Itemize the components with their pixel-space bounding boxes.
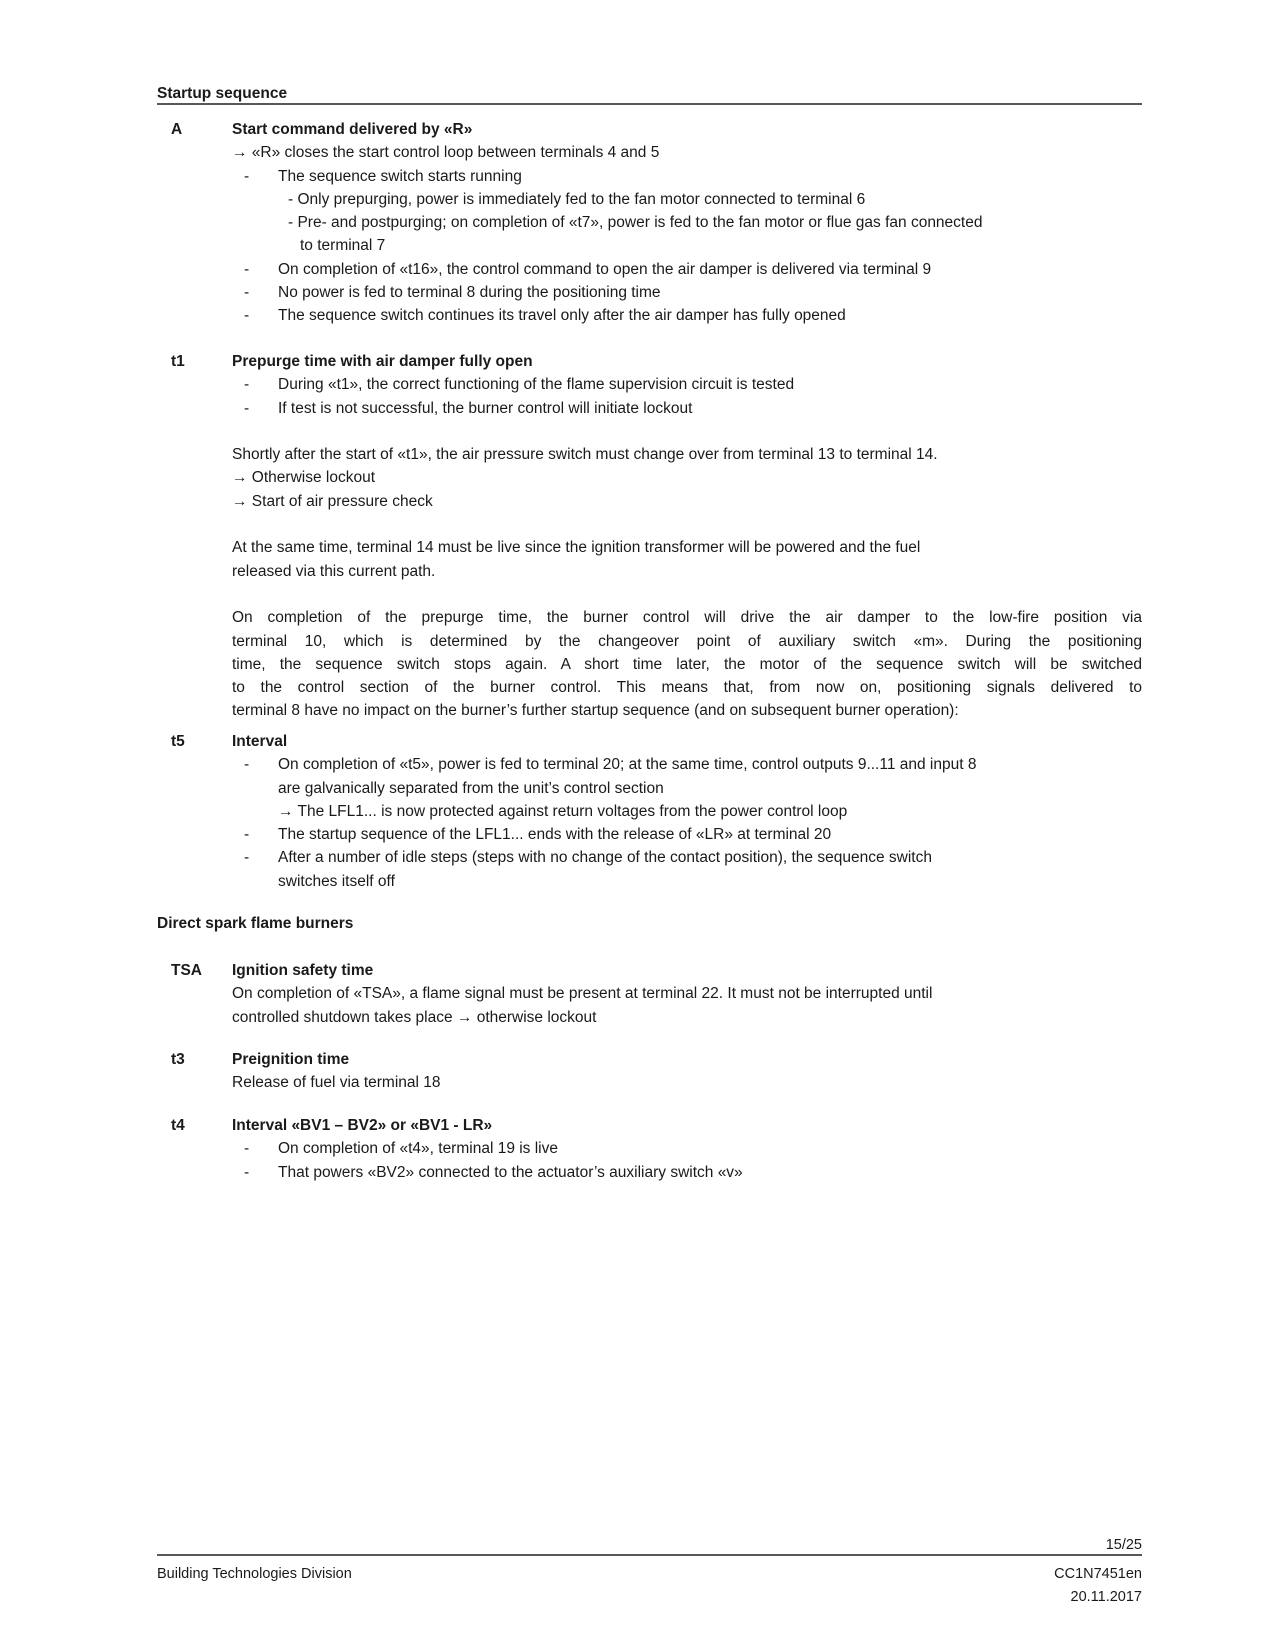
doc-line-bullet: [232, 373, 1142, 396]
section-body: [232, 118, 1142, 328]
doc-line-jline: terminal 10, which is determined by the changeover point of auxiliary switch «m». During the positioning: [232, 632, 1142, 650]
doc-line-bullet: [232, 846, 1142, 869]
bullet-text: On completion of «t4», terminal 19 is live: [278, 1140, 558, 1158]
bullet-dash-icon: -: [244, 260, 250, 278]
doc-line-heading: Preignition time: [232, 1051, 350, 1068]
bullet-text: The sequence switch continues its travel only after the air damper has fully opened: [278, 307, 846, 325]
section-label: t5: [171, 733, 185, 750]
doc-line-arrow: → «R» closes the start control loop between terminals 4 and 5: [232, 144, 660, 162]
bullet-dash-icon: -: [244, 167, 250, 185]
footer-doc-id: CC1N7451en: [1054, 1566, 1142, 1582]
bullet-dash-icon: -: [244, 307, 250, 325]
doc-line-heading: Ignition safety time: [232, 962, 374, 979]
bullet-dash-icon: -: [244, 376, 250, 394]
header-divider: [157, 103, 1142, 105]
bullet-text: After a number of idle steps (steps with no change of the contact position), the sequence switch: [278, 849, 932, 867]
bullet-text: No power is fed to terminal 8 during the positioning time: [278, 284, 661, 302]
doc-line-plain: At the same time, terminal 14 must be live since the ignition transformer will be powered and the fuel: [232, 539, 921, 557]
bullet-dash-icon: -: [244, 399, 250, 417]
doc-line-heading: Interval: [232, 733, 288, 750]
doc-line-subarrow: → The LFL1... is now protected against return voltages from the power control loop: [278, 802, 848, 820]
doc-line-cont: switches itself off: [278, 872, 395, 890]
footer-date: 20.11.2017: [1070, 1588, 1142, 1605]
doc-line-heading: Interval «BV1 – BV2» or «BV1 - LR»: [232, 1117, 493, 1134]
doc-line-bullet: [232, 753, 1142, 776]
doc-line-jline: On completion of the prepurge time, the burner control will drive the air damper to the low-fire position via: [232, 609, 1142, 627]
page-number: 15/25: [1105, 1537, 1142, 1553]
doc-line-bullet: [232, 1137, 1142, 1160]
doc-line-cont: are galvanically separated from the unit’s control section: [278, 779, 664, 797]
doc-line-jline: time, the sequence switch stops again. A short time later, the motor of the sequence switch will be switched: [232, 655, 1142, 673]
bullet-dash-icon: -: [244, 1163, 250, 1181]
bullet-text: The startup sequence of the LFL1... ends with the release of «LR» at terminal 20: [278, 826, 832, 844]
footer-division: Building Technologies Division: [157, 1566, 352, 1582]
section-label: t4: [171, 1117, 185, 1134]
doc-line-plain: released via this current path.: [232, 562, 436, 580]
bullet-dash-icon: -: [244, 756, 250, 774]
doc-line-gap: [232, 583, 1142, 606]
doc-line-arrow: → Start of air pressure check: [232, 492, 433, 510]
doc-line-arrow: → Otherwise lockout: [232, 469, 375, 487]
doc-line-bullet: [232, 823, 1142, 846]
bullet-text: If test is not successful, the burner control will initiate lockout: [278, 399, 693, 417]
section-body: [232, 959, 1142, 1029]
section-label: A: [171, 121, 183, 138]
section-label: TSA: [171, 962, 202, 979]
section-body: [232, 730, 1142, 893]
doc-line-plain: Release of fuel via terminal 18: [232, 1074, 441, 1092]
doc-line-plain: On completion of «TSA», a flame signal must be present at terminal 22. It must not be interrupted until: [232, 985, 933, 1003]
doc-line-gap: [232, 420, 1142, 443]
doc-line-bullet: [232, 397, 1142, 420]
subheading-direct-spark: Direct spark flame burners: [157, 915, 354, 932]
bullet-dash-icon: -: [244, 1140, 250, 1158]
bullet-text: The sequence switch starts running: [278, 167, 522, 185]
section-label: t1: [171, 353, 185, 370]
doc-line-bullet: [232, 304, 1142, 327]
footer-right: [157, 1563, 1142, 1608]
page-title: Startup sequence: [157, 85, 288, 102]
doc-line-heading: Start command delivered by «R»: [232, 121, 473, 138]
section-body: [232, 1048, 1142, 1095]
doc-line-plain: terminal 8 have no impact on the burner’s further startup sequence (and on subsequent burner operation):: [232, 702, 959, 720]
bullet-text: On completion of «t5», power is fed to terminal 20; at the same time, control outputs 9...11 and input 8: [278, 756, 977, 774]
doc-line-bullet: [232, 258, 1142, 281]
doc-line-heading: Prepurge time with air damper fully open: [232, 353, 533, 370]
doc-line-plain: Shortly after the start of «t1», the air pressure switch must change over from terminal 13 to terminal 14.: [232, 446, 938, 464]
bullet-text: On completion of «t16», the control command to open the air damper is delivered via terminal 9: [278, 260, 932, 278]
footer-divider: [157, 1554, 1142, 1556]
doc-line-sub: - Pre- and postpurging; on completion of «t7», power is fed to the fan motor or flue gas fan connected: [288, 214, 983, 232]
doc-line-bullet: [232, 1161, 1142, 1184]
section-label: t3: [171, 1051, 185, 1068]
section-body: [232, 1114, 1142, 1184]
doc-line-sub: - Only prepurging, power is immediately fed to the fan motor connected to terminal 6: [288, 190, 866, 208]
bullet-text: During «t1», the correct functioning of the flame supervision circuit is tested: [278, 376, 795, 394]
bullet-text: That powers «BV2» connected to the actuator’s auxiliary switch «v»: [278, 1163, 743, 1181]
doc-line-bullet: [232, 165, 1142, 188]
doc-line-jline: to the control section of the burner control. This means that, from now on, positioning signals delivered to: [232, 679, 1142, 697]
section-body: [232, 350, 1142, 723]
bullet-dash-icon: -: [244, 849, 250, 867]
doc-line-gap: [232, 513, 1142, 536]
doc-line-bullet: [232, 281, 1142, 304]
doc-line-subcont: to terminal 7: [300, 237, 386, 255]
doc-line-plain: controlled shutdown takes place → otherwise lockout: [232, 1008, 597, 1026]
bullet-dash-icon: -: [244, 826, 250, 844]
bullet-dash-icon: -: [244, 284, 250, 302]
